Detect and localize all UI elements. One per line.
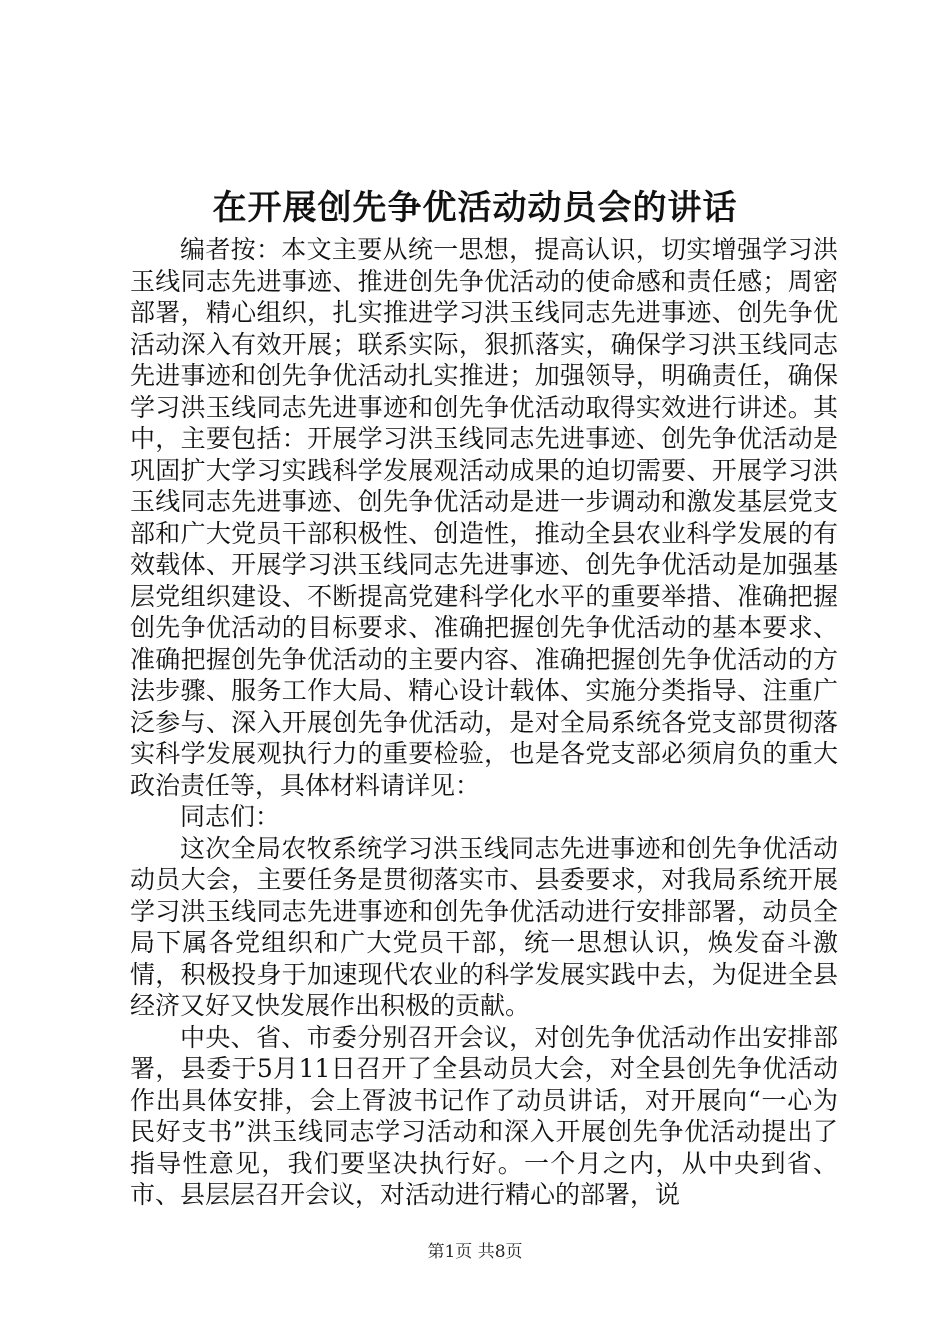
document-body xyxy=(130,234,838,1211)
page-number-footer: 第1页 共8页 xyxy=(427,1242,523,1262)
editor-note-paragraph: 编者按：本文主要从统一思想，提高认识，切实增强学习洪玉线同志先进事迹、推进创先争优活动的使命感和责任感；周密部署，精心组织，扎实推进学习洪玉线同志先进事迹、创先争优活动深入有效开展；联系实际，狠抓落实，确保学习洪玉线同志先进事迹和创先争优活动扎实推进；加强领导，明确责任，确保学习洪玉线同志先进事迹和创先争优活动取得实效进行讲述。其中，主要包括：开展学习洪玉线同志先进事迹、创先争优活动是巩固扩大学习实践科学发展观活动成果的迫切需要、开展学习洪玉线同志先进事迹、创先争优活动是进一步调动和激发基层党支部和广大党员干部积极性、创造性，推动全县农业科学发展的有效载体、开展学习洪玉线同志先进事迹、创先争优活动是加强基层党组织建设、不断提高党建科学化水平的重要举措、准确把握创先争优活动的目标要求、准确把握创先争优活动的基本要求、准确把握创先争优活动的主要内容、准确把握创先争优活动的方法步骤、服务工作大局、精心设计载体、实施分类指导、注重广泛参与、深入开展创先争优活动，是对全局系统各党支部贯彻落实科学发展观执行力的重要检验，也是各党支部必须肩负的重大政治责任等，具体材料请详见： xyxy=(130,235,838,800)
body-paragraph: 中央、省、市委分别召开会议，对创先争优活动作出安排部署，县委于5月11日召开了全县动员大会，对全县创先争优活动作出具体安排，会上胥波书记作了动员讲话，对开展向“一心为民好支书”洪玉线同志学习活动和深入开展创先争优活动提出了指导性意见，我们要坚决执行好。一个月之内，从中央到省、市、县层层召开会议，对活动进行精心的部署，说 xyxy=(130,1022,838,1209)
document-title: 在开展创先争优活动动员会的讲话 xyxy=(212,188,738,228)
body-paragraph: 这次全局农牧系统学习洪玉线同志先进事迹和创先争优活动动员大会，主要任务是贯彻落实市、县委要求，对我局系统开展学习洪玉线同志先进事迹和创先争优活动进行安排部署，动员全局下属各党组织和广大党员干部，统一思想认识，焕发奋斗激情，积极投身于加速现代农业的科学发展实践中去，为促进全县经济又好又快发展作出积极的贡献。 xyxy=(130,833,838,1020)
salutation-paragraph: 同志们： xyxy=(180,802,281,831)
